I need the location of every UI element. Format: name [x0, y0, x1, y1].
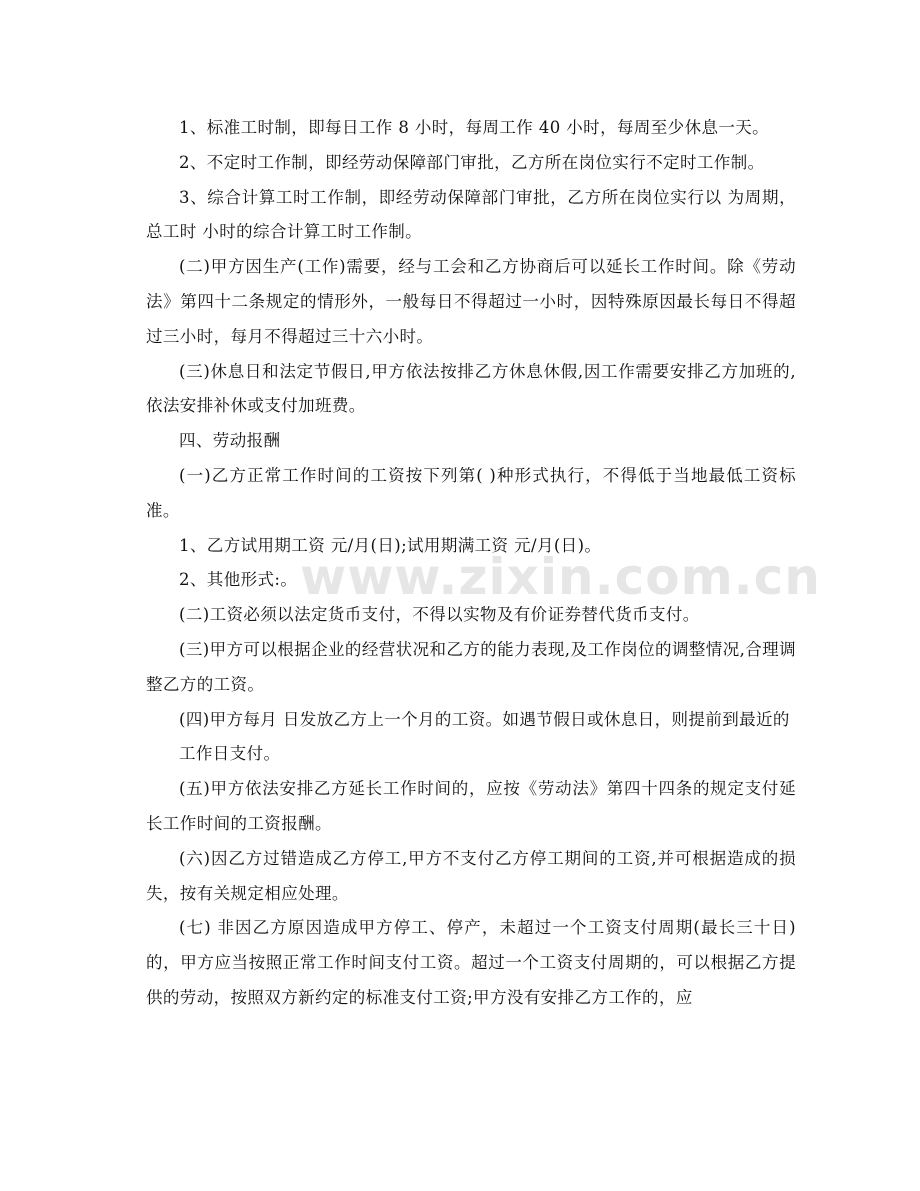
paragraph-overtime-pay: (五)甲方依法安排乙方延长工作时间的，应按《劳动法》第四十四条的规定支付延长工作时间的工资报酬。	[146, 779, 796, 833]
paragraph-rest-days: (三)休息日和法定节假日,甲方依法按排乙方休息休假,因工作需要安排乙方加班的,依法安排补休或支付加班费。	[146, 361, 796, 416]
paragraph-overtime-extension: (二)甲方因生产(工作)需要，经与工会和乙方协商后可以延长工作时间。除《劳动法》第四十二条规定的情形外，一般每日不得超过一小时，因特殊原因最长每日不得超过三小时，每月不得超过三十六小时。	[146, 257, 796, 346]
paragraph-wage-form: (一)乙方正常工作时间的工资按下列第( )种形式执行，不得低于当地最低工资标准。	[146, 465, 796, 520]
watermark-logo: www.zixin.com.cn	[300, 548, 821, 606]
document-body	[146, 111, 821, 1016]
paragraph-flexible-hours: 2、不定时工作制，即经劳动保障部门审批，乙方所在岗位实行不定时工作制。	[179, 152, 765, 172]
paragraph-non-fault-stoppage: (七) 非因乙方原因造成甲方停工、停产，未超过一个工资支付周期(最长三十日)的，甲方应当按照正常工作时间支付工资。超过一个工资支付周期的，可以根据乙方提供的劳动，按照双方新约定的标准支付工资;甲方没有安排乙方工作的，应	[146, 918, 796, 1007]
paragraph-probation-wage: 1、乙方试用期工资 元/月(日);试用期满工资 元/月(日)。	[179, 535, 602, 555]
paragraph-legal-currency: (二)工资必须以法定货币支付，不得以实物及有价证券替代货币支付。	[179, 605, 700, 625]
paragraph-workday-payment: 工作日支付。	[179, 744, 281, 764]
paragraph-comprehensive-hours: 3、综合计算工时工作制，即经劳动保障部门审批，乙方所在岗位实行以 为周期，总工时 小时的综合计算工时工作制。	[146, 187, 796, 242]
paragraph-other-form: 2、其他形式:。	[179, 570, 298, 590]
paragraph-wage-adjustment: (三)甲方可以根据企业的经营状况和乙方的能力表现,及工作岗位的调整情况,合理调整乙方的工资。	[146, 639, 796, 694]
paragraph-standard-hours: 1、标准工时制，即每日工作 8 小时，每周工作 40 小时，每周至少休息一天。	[179, 118, 770, 137]
paragraph-fault-stoppage: (六)因乙方过错造成乙方停工,甲方不支付乙方停工期间的工资,并可根据造成的损失，按有关规定相应处理。	[146, 848, 796, 903]
section-heading-remuneration: 四、劳动报酬	[179, 431, 281, 451]
paragraph-payday: (四)甲方每月 日发放乙方上一个月的工资。如遇节假日或休息日，则提前到最近的	[179, 709, 790, 729]
